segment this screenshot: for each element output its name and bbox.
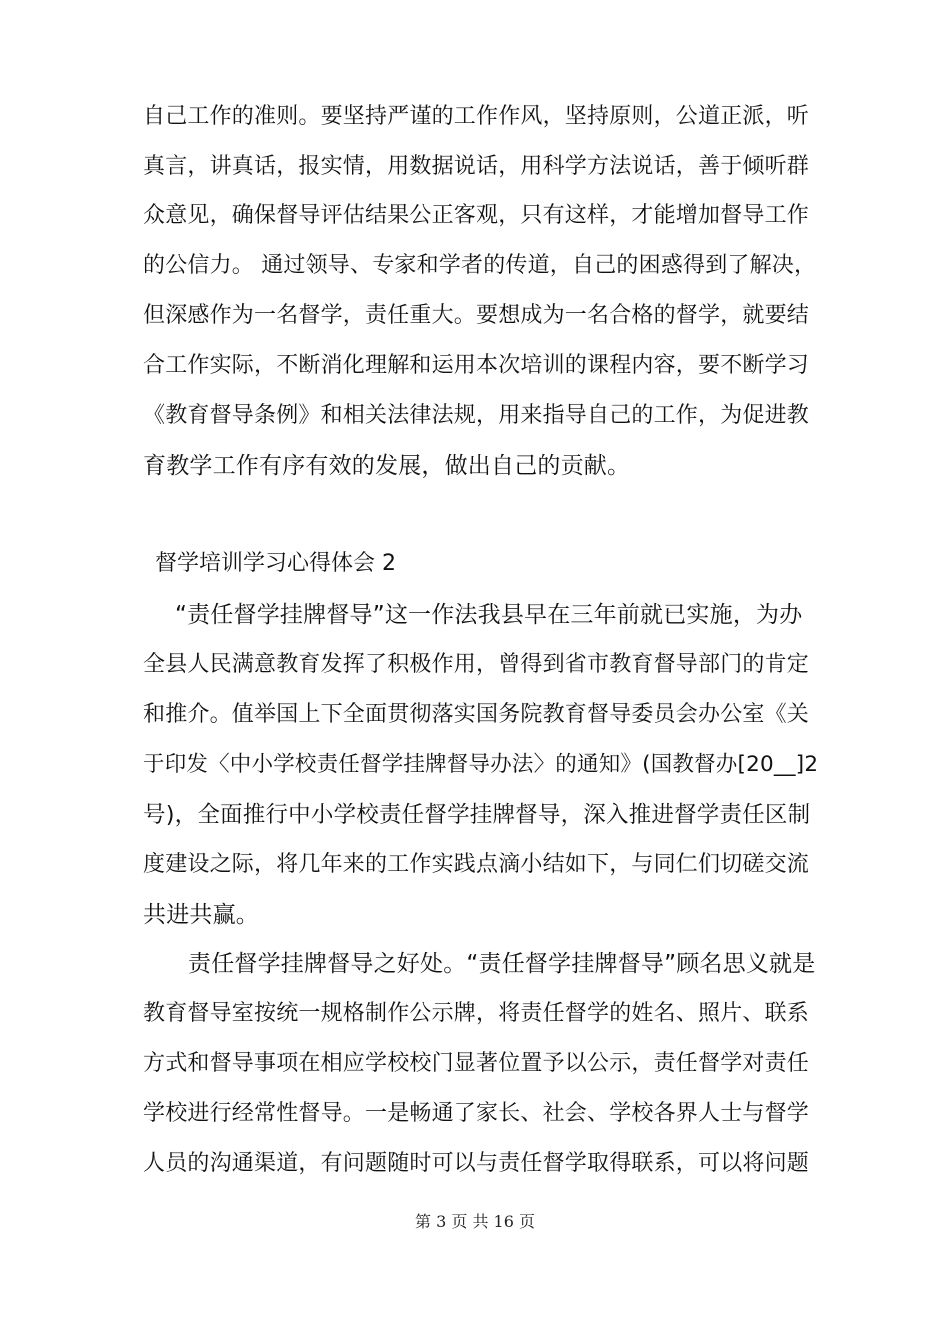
text-line: 共进共赢。 — [143, 902, 259, 928]
text-line: 的公信力。 通过领导、专家和学者的传道，自己的困惑得到了解决， — [143, 253, 817, 278]
text-line: 育教学工作有序有效的发展，做出自己的贡献。 — [143, 453, 631, 479]
text-line: 自己工作的准则。要坚持严谨的工作作风，坚持原则，公道正派，听 — [143, 104, 810, 129]
text-line: 但深感作为一名督学，责任重大。要想成为一名合格的督学，就要结 — [143, 303, 810, 328]
text-line: 度建设之际，将几年来的工作实践点滴小结如下，与同仁们切磋交流 — [143, 852, 810, 877]
page-number-footer: 第 3 页 共 16 页 — [415, 1212, 535, 1231]
text-line: 号)，全面推行中小学校责任督学挂牌督导，深入推进督学责任区制 — [143, 802, 811, 828]
text-line: 人员的沟通渠道，有问题随时可以与责任督学取得联系，可以将问题 — [143, 1151, 810, 1176]
text-line: 众意见，确保督导评估结果公正客观，只有这样，才能增加督导工作 — [143, 203, 810, 228]
text-line: 合工作实际，不断消化理解和运用本次培训的课程内容，要不断学习 — [143, 353, 810, 378]
text-line: 《教育督导条例》和相关法律法规，用来指导自己的工作，为促进教 — [143, 403, 810, 428]
text-line: 和推介。值举国上下全面贯彻落实国务院教育督导委员会办公室《关 — [143, 702, 810, 727]
text-line: 方式和督导事项在相应学校校门显著位置予以公示，责任督学对责任 — [143, 1051, 810, 1076]
text-line: 学校进行经常性督导。一是畅通了家长、社会、学校各界人士与督学 — [143, 1101, 810, 1126]
text-line: 于印发〈中小学校责任督学挂牌督导办法〉的通知》(国教督办[20__]2 — [143, 752, 819, 777]
text-line: 全县人民满意教育发挥了积极作用，曾得到省市教育督导部门的肯定 — [143, 652, 810, 677]
text-line: “责任督学挂牌督导”这一作法我县早在三年前就已实施，为办 — [175, 602, 803, 628]
text-line: 真言，讲真话，报实情，用数据说话，用科学方法说话，善于倾听群 — [143, 154, 810, 179]
text-line: 教育督导室按统一规格制作公示牌，将责任督学的姓名、照片、联系 — [143, 1001, 810, 1026]
text-line: 责任督学挂牌督导之好处。“责任督学挂牌督导”顾名思义就是 — [188, 951, 816, 977]
section-heading: 督学培训学习心得体会 2 — [155, 551, 396, 576]
